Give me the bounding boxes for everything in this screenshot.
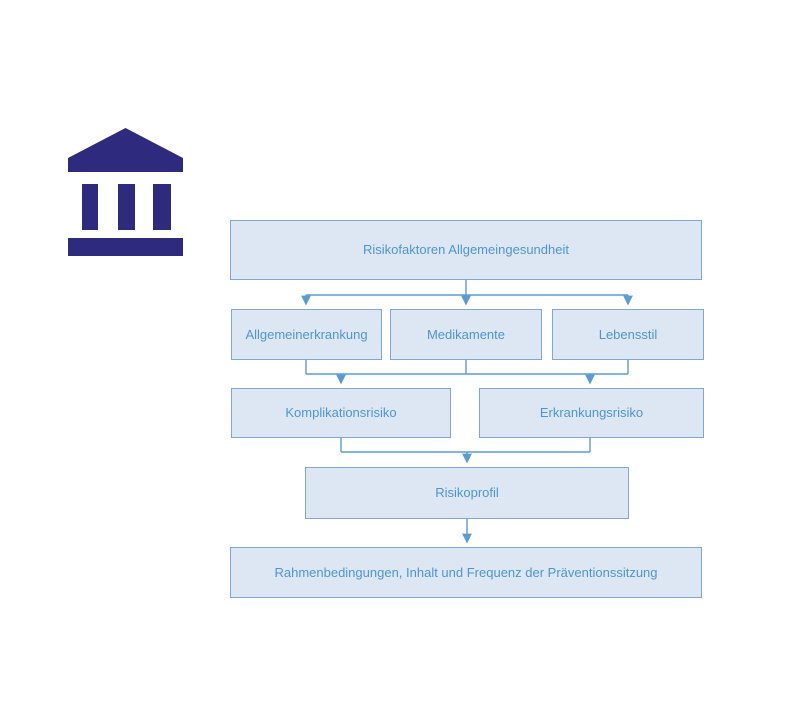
box-rahmenbedingungen [230, 547, 702, 598]
box-risikofaktoren-label: Risikofaktoren Allgemeingesundheit [363, 242, 569, 258]
box-risikoprofil-label: Risikoprofil [435, 485, 499, 501]
box-lebensstil [552, 309, 704, 360]
box-lebensstil-label: Lebensstil [598, 326, 658, 342]
bank-column [153, 184, 171, 230]
box-komplikationsrisiko-label: Komplikationsrisiko [285, 405, 397, 421]
box-komplikationsrisiko [231, 388, 451, 438]
box-allgemeinerkrankung-label: Allgemeinerkrankung [245, 326, 368, 342]
bank-column [82, 184, 98, 230]
box-medikamente [390, 309, 542, 360]
bank-base [68, 238, 183, 256]
box-allgemeinerkrankung [231, 309, 382, 360]
box-rahmenbedingungen-label: Rahmenbedingungen, Inhalt und Frequenz der Präventionssitzung [274, 564, 658, 580]
box-risikofaktoren [230, 220, 702, 280]
bank-building-icon [68, 128, 183, 256]
box-erkrankungsrisiko [479, 388, 704, 438]
bank-roof [68, 128, 183, 172]
box-risikoprofil [305, 467, 629, 519]
box-erkrankungsrisiko-label: Erkrankungsrisiko [539, 405, 644, 421]
bank-column [118, 184, 135, 230]
box-medikamente-label: Medikamente [426, 326, 506, 342]
